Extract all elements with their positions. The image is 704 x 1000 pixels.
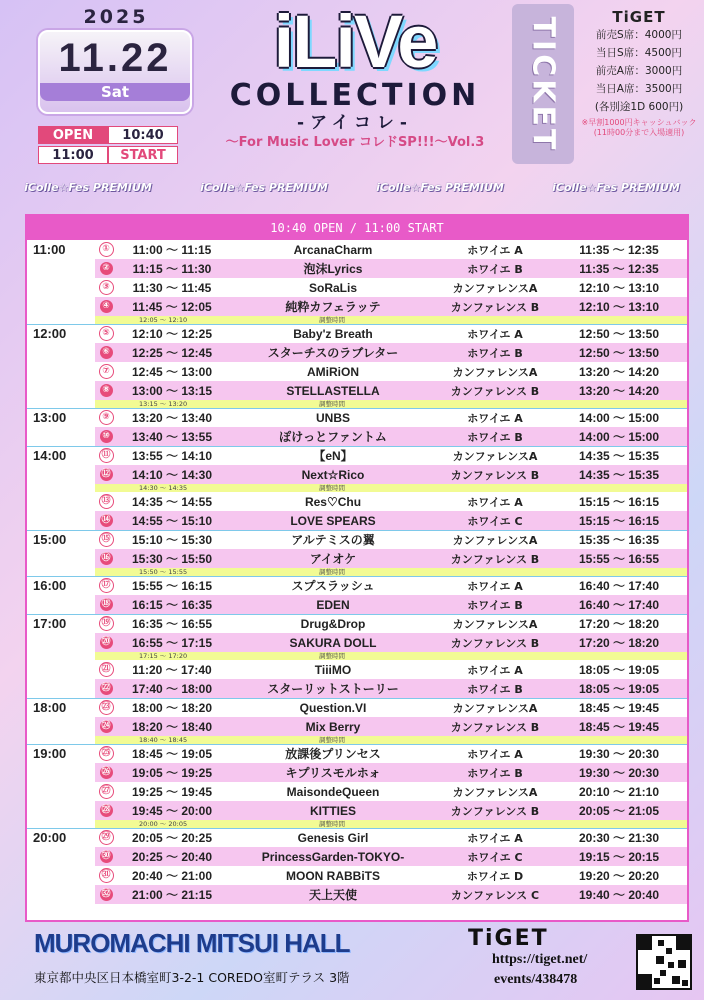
benefit-stage: ホワイエ D: [466, 869, 524, 883]
break-time: 14:30 ～ 14:35: [139, 484, 188, 492]
table-row: [95, 801, 687, 820]
benefit-time: 20:30 ～ 21:30: [578, 831, 660, 845]
row-number: ⑤: [95, 326, 117, 341]
break-row: [95, 652, 687, 660]
row-number: ㉒: [101, 683, 111, 693]
performance-time: 18:00 ～ 18:20: [131, 701, 213, 715]
artist-name: スプスラッシュ: [291, 579, 375, 593]
hour-label: 18:00: [33, 700, 67, 715]
benefit-stage: ホワイエ A: [467, 411, 523, 425]
performance-time: 16:35 ～ 16:55: [131, 617, 213, 631]
hour-separator: [27, 530, 687, 531]
artist-name: 純粋カフェラッテ: [285, 300, 381, 314]
row-number: ㉛: [95, 868, 117, 883]
performance-time: 13:00 ～ 13:15: [131, 384, 213, 398]
price-line: 当日S席：4500円: [596, 47, 682, 59]
footer-ticket-vendor: TiGET: [468, 926, 549, 951]
benefit-stage: ホワイエ B: [467, 766, 523, 780]
table-row: [95, 408, 687, 427]
artist-name: キプリスモルホォ: [285, 766, 381, 780]
row-number: ⑪: [95, 448, 117, 463]
benefit-time: 12:50 ～ 13:50: [578, 327, 660, 341]
row-number: ⑧: [95, 384, 117, 397]
row-number: ㉚: [101, 851, 111, 861]
artist-name: KITTIES: [309, 803, 356, 818]
row-number: ⑫: [101, 469, 111, 479]
open-start-times: [38, 126, 178, 166]
performance-time: 20:05 ～ 20:25: [131, 831, 213, 845]
table-row: [95, 744, 687, 763]
price-line: 前売A席：3000円: [595, 65, 683, 77]
performance-time: 20:40 ～ 21:00: [131, 869, 213, 883]
logo-kana-text: -アイコレ-: [297, 113, 413, 133]
benefit-stage: ホワイエ A: [467, 579, 523, 593]
benefit-time: 18:05 ～ 19:05: [578, 682, 660, 696]
benefit-time: 19:30 ～ 20:30: [578, 747, 660, 761]
qr-code-icon[interactable]: [636, 934, 692, 990]
table-row: [95, 847, 687, 866]
benefit-time: 13:20 ～ 14:20: [578, 384, 660, 398]
hour-separator: [27, 614, 687, 615]
performance-time: 15:10 ～ 15:30: [131, 533, 213, 547]
table-row: [95, 614, 687, 633]
artist-name: EDEN: [316, 597, 350, 612]
artist-name: Res♡Chu: [304, 494, 362, 509]
row-number: ㉗: [95, 784, 117, 799]
benefit-time: 17:20 ～ 18:20: [578, 617, 660, 631]
ticket-tab: [512, 4, 574, 164]
table-row: [95, 828, 687, 847]
date-block: [38, 6, 194, 118]
performance-time: 16:15 ～ 16:35: [131, 598, 213, 612]
benefit-stage: カンファレンスA: [452, 281, 538, 295]
benefit-stage: ホワイエ A: [467, 243, 523, 257]
ticket-info: [578, 8, 700, 138]
artist-name: Genesis Girl: [297, 830, 369, 845]
benefit-stage: カンファレンスA: [452, 785, 538, 799]
fes-logo: iColle☆Fes PREMIUM: [552, 180, 680, 194]
venue-address: 東京都中央区日本橋室町3-2-1 COREDO室町テラス 3階: [34, 970, 350, 985]
break-label: 調整時間: [319, 316, 345, 324]
artist-name: MOON RABBiTS: [286, 868, 380, 883]
artist-name: Question.VI: [299, 700, 367, 715]
benefit-time: 16:40 ～ 17:40: [578, 579, 660, 593]
row-number: ③: [95, 280, 117, 295]
break-time: 18:40 ～ 18:45: [139, 736, 188, 744]
artist-name: Baby'z Breath: [293, 326, 373, 341]
row-number: ⑱: [101, 599, 111, 609]
break-label: 調整時間: [319, 484, 345, 492]
benefit-time: 11:35 ～ 12:35: [579, 243, 659, 257]
artist-name: SoRaLis: [308, 280, 357, 295]
table-row: [95, 782, 687, 801]
benefit-time: 18:45 ～ 19:45: [578, 701, 660, 715]
row-number: ㉙: [95, 830, 117, 845]
artist-name: 泡沫Lyrics: [303, 262, 363, 276]
benefit-stage: カンファレンスA: [452, 449, 538, 463]
benefit-time: 20:05 ～ 21:05: [578, 804, 660, 818]
break-time: 17:15 ～ 17:20: [139, 652, 188, 660]
performance-time: 15:55 ～ 16:15: [131, 579, 213, 593]
benefit-time: 15:15 ～ 16:15: [578, 495, 660, 509]
row-number: ㉜: [101, 889, 111, 899]
hour-separator: [27, 828, 687, 829]
benefit-stage: ホワイエ A: [467, 327, 523, 341]
benefit-stage: ホワイエ A: [467, 663, 523, 677]
break-label: 調整時間: [319, 736, 345, 744]
venue-name: MUROMACHI MITSUI HALL: [34, 928, 350, 958]
hour-separator: [27, 408, 687, 409]
artist-name: SAKURA DOLL: [289, 635, 377, 650]
table-row: [95, 259, 687, 278]
table-row: [95, 362, 687, 381]
break-time: 20:00 ～ 20:05: [139, 820, 188, 828]
benefit-time: 19:30 ～ 20:30: [578, 766, 660, 780]
performance-time: 16:55 ～ 17:15: [131, 636, 213, 650]
benefit-stage: カンファレンス B: [450, 720, 540, 734]
benefit-stage: カンファレンス B: [450, 300, 540, 314]
start-time: 11:00: [38, 146, 108, 164]
table-row: [95, 427, 687, 446]
fes-logo: iColle☆Fes PREMIUM: [200, 180, 328, 194]
table-row: [95, 549, 687, 568]
hour-label: 13:00: [33, 410, 67, 425]
performance-time: 13:20 ～ 13:40: [131, 411, 213, 425]
performance-time: 19:45 ～ 20:00: [131, 804, 213, 818]
artist-name: LOVE SPEARS: [290, 513, 376, 528]
table-row: [95, 679, 687, 698]
artist-name: スターチスのラブレター: [267, 346, 399, 360]
row-number: ①: [95, 242, 117, 257]
ticket-tab-label: TICKET: [525, 16, 561, 152]
hour-label: 14:00: [33, 448, 67, 463]
table-row: [95, 698, 687, 717]
row-number: ⑥: [95, 346, 117, 359]
hour-separator: [27, 576, 687, 577]
start-label: START: [108, 146, 178, 164]
benefit-stage: ホワイエ B: [467, 430, 523, 444]
benefit-stage: カンファレンス B: [450, 552, 540, 566]
artist-name: 放課後プリンセス: [285, 747, 381, 761]
performance-time: 15:30 ～ 15:50: [131, 552, 213, 566]
performance-time: 11:45 ～ 12:05: [132, 300, 212, 314]
performance-time: 17:40 ～ 18:00: [131, 682, 213, 696]
date-box: [38, 30, 192, 114]
artist-name: AMiRiON: [307, 364, 359, 379]
break-label: 調整時間: [319, 652, 345, 660]
price-line: 当日A席：3500円: [595, 83, 683, 95]
hour-label: 19:00: [33, 746, 67, 761]
row-number: ⑬: [95, 494, 117, 509]
event-weekday: Sat: [40, 83, 190, 101]
break-row: [95, 568, 687, 576]
benefit-stage: カンファレンス B: [450, 636, 540, 650]
benefit-stage: ホワイエ C: [467, 850, 523, 864]
row-number: ⑯: [101, 553, 111, 563]
performance-time: 11:30 ～ 11:45: [132, 281, 212, 295]
table-row: [95, 633, 687, 652]
benefit-time: 13:20 ～ 14:20: [578, 365, 660, 379]
performance-time: 19:05 ～ 19:25: [131, 766, 213, 780]
benefit-time: 15:55 ～ 16:55: [578, 552, 660, 566]
benefit-time: 18:45 ～ 19:45: [578, 720, 660, 734]
ticket-vendor: TiGET: [612, 8, 666, 26]
benefit-stage: ホワイエ A: [467, 831, 523, 845]
timetable-header: 10:40 OPEN / 11:00 START: [27, 216, 687, 240]
artist-name: MaisondeQueen: [286, 784, 380, 799]
hour-separator: [27, 698, 687, 699]
hour-separator: [27, 744, 687, 745]
performance-time: 14:10 ～ 14:30: [131, 468, 213, 482]
performance-time: 21:00 ～ 21:15: [131, 888, 213, 902]
benefit-time: 15:35 ～ 16:35: [578, 533, 660, 547]
benefit-time: 15:15 ～ 16:15: [578, 514, 660, 528]
performance-time: 11:00 ～ 11:15: [132, 243, 212, 257]
break-time: 15:50 ～ 15:55: [139, 568, 188, 576]
benefit-time: 20:10 ～ 21:10: [578, 785, 660, 799]
event-tagline: ～For Music Lover コレドSP!!!～Vol.3: [225, 135, 485, 150]
benefit-stage: カンファレンスA: [452, 617, 538, 631]
table-row: [95, 660, 687, 679]
benefit-stage: ホワイエ C: [467, 514, 523, 528]
hour-label: 17:00: [33, 616, 67, 631]
break-time: 12:05 ～ 12:10: [139, 316, 188, 324]
artist-name: ぽけっとファントム: [279, 430, 387, 444]
benefit-stage: カンファレンスA: [452, 701, 538, 715]
fes-logo: iColle☆Fes PREMIUM: [376, 180, 504, 194]
performance-time: 20:25 ～ 20:40: [131, 850, 213, 864]
performance-time: 18:45 ～ 19:05: [131, 747, 213, 761]
ticket-url-line-1[interactable]: https://tiget.net/: [492, 952, 588, 967]
cashback-line-2: (11時00分まで入場適用): [593, 128, 685, 137]
cashback-note: [578, 118, 700, 138]
table-row: [95, 511, 687, 530]
row-number: ④: [95, 300, 117, 313]
row-number: ⑨: [95, 410, 117, 425]
benefit-time: 14:35 ～ 15:35: [578, 468, 660, 482]
artist-name: Mix Berry: [305, 719, 361, 734]
break-row: [95, 484, 687, 492]
performance-time: 14:55 ～ 15:10: [131, 514, 213, 528]
benefit-time: 19:15 ～ 20:15: [578, 850, 660, 864]
benefit-stage: ホワイエ B: [467, 262, 523, 276]
hour-separator: [27, 324, 687, 325]
logo-main-text: iLiVe: [273, 0, 437, 83]
benefit-stage: ホワイエ B: [467, 682, 523, 696]
break-row: [95, 316, 687, 324]
benefit-stage: カンファレンスA: [452, 533, 538, 547]
row-number: ㉖: [101, 767, 111, 777]
table-row: [95, 297, 687, 316]
row-number: ⑳: [101, 637, 111, 647]
break-row: [95, 820, 687, 828]
logo-sub-text: COLLECTION: [229, 78, 481, 113]
break-time: 13:15 ～ 13:20: [139, 400, 188, 408]
table-row: [95, 343, 687, 362]
performance-time: 12:25 ～ 12:45: [131, 346, 213, 360]
performance-time: 13:40 ～ 13:55: [131, 430, 213, 444]
benefit-stage: ホワイエ B: [467, 598, 523, 612]
row-number: ㉘: [101, 805, 111, 815]
benefit-time: 12:10 ～ 13:10: [578, 300, 660, 314]
table-row: [95, 595, 687, 614]
benefit-time: 14:00 ～ 15:00: [578, 430, 660, 444]
benefit-stage: ホワイエ A: [467, 747, 523, 761]
table-row: [95, 492, 687, 511]
timetable: [25, 214, 689, 922]
break-row: [95, 400, 687, 408]
performance-time: 11:20 ～ 17:40: [132, 663, 212, 677]
break-row: [95, 736, 687, 744]
table-row: [95, 324, 687, 343]
break-label: 調整時間: [319, 820, 345, 828]
artist-name: 天上天使: [308, 888, 357, 902]
artist-name: Next☆Rico: [301, 467, 365, 482]
artist-name: Drug&Drop: [300, 616, 366, 631]
table-row: [95, 530, 687, 549]
performance-time: 14:35 ～ 14:55: [131, 495, 213, 509]
row-number: ㉔: [101, 721, 111, 731]
hour-label: 12:00: [33, 326, 67, 341]
fes-logo: iColle☆Fes PREMIUM: [24, 180, 152, 194]
table-row: [95, 465, 687, 484]
row-number: ⑦: [95, 364, 117, 379]
benefit-stage: カンファレンスA: [452, 365, 538, 379]
performance-time: 12:10 ～ 12:25: [131, 327, 213, 341]
row-number: ㉕: [95, 746, 117, 761]
row-number: ㉓: [95, 700, 117, 715]
artist-name: 【eN】: [313, 449, 353, 463]
hour-label: 11:00: [33, 242, 66, 257]
fes-logo-band: [0, 178, 704, 196]
artist-name: スターリットストーリー: [267, 682, 399, 696]
table-row: [95, 381, 687, 400]
event-logo: [205, 0, 505, 172]
open-time: 10:40: [108, 126, 178, 144]
performance-time: 12:45 ～ 13:00: [131, 365, 213, 379]
artist-name: UNBS: [315, 410, 350, 425]
table-row: [95, 866, 687, 885]
artist-name: PrincessGarden-TOKYO-: [261, 849, 405, 864]
benefit-time: 16:40 ～ 17:40: [578, 598, 660, 612]
benefit-stage: カンファレンス C: [450, 888, 540, 902]
open-label: OPEN: [38, 126, 108, 144]
hour-label: 20:00: [33, 830, 67, 845]
benefit-time: 11:35 ～ 12:35: [579, 262, 659, 276]
row-number: ⑲: [95, 616, 117, 631]
performance-time: 18:20 ～ 18:40: [131, 720, 213, 734]
table-row: [95, 576, 687, 595]
row-number: ②: [95, 262, 117, 275]
cashback-line-1: ※早割1000円キャッシュバック: [581, 118, 697, 127]
benefit-time: 12:50 ～ 13:50: [578, 346, 660, 360]
benefit-time: 17:20 ～ 18:20: [578, 636, 660, 650]
table-row: [95, 717, 687, 736]
performance-time: 11:15 ～ 11:30: [132, 262, 212, 276]
benefit-time: 18:05 ～ 19:05: [578, 663, 660, 677]
artist-name: STELLASTELLA: [286, 383, 380, 398]
benefit-stage: カンファレンス B: [450, 384, 540, 398]
ticket-url-line-2[interactable]: events/438478: [494, 972, 578, 987]
price-note: (各別途1D 600円): [594, 101, 684, 113]
benefit-stage: ホワイエ A: [467, 495, 523, 509]
performance-time: 13:55 ～ 14:10: [131, 449, 213, 463]
table-row: [95, 278, 687, 297]
hour-separator: [27, 446, 687, 447]
artist-name: アルテミスの翼: [291, 533, 375, 547]
price-line: 前売S席：4000円: [596, 29, 682, 41]
artist-name: ArcanaCharm: [293, 242, 373, 257]
benefit-time: 14:00 ～ 15:00: [578, 411, 660, 425]
break-label: 調整時間: [319, 400, 345, 408]
benefit-stage: カンファレンス B: [450, 804, 540, 818]
row-number: ⑭: [101, 515, 111, 525]
benefit-stage: カンファレンス B: [450, 468, 540, 482]
row-number: ㉑: [95, 662, 117, 677]
performance-time: 19:25 ～ 19:45: [131, 785, 213, 799]
row-number: ⑰: [95, 578, 117, 593]
benefit-time: 19:40 ～ 20:40: [578, 888, 660, 902]
benefit-time: 14:35 ～ 15:35: [578, 449, 660, 463]
event-date: 11.22: [58, 36, 172, 80]
row-number: ⑩: [95, 430, 117, 443]
artist-name: TiiiMO: [314, 662, 352, 677]
hour-label: 15:00: [33, 532, 67, 547]
artist-name: アイオケ: [309, 552, 357, 566]
table-row: [95, 240, 687, 259]
row-number: ⑮: [95, 532, 117, 547]
benefit-stage: ホワイエ B: [467, 346, 523, 360]
event-year: 2025: [83, 6, 149, 28]
hour-label: 16:00: [33, 578, 67, 593]
table-row: [95, 763, 687, 782]
table-row: [95, 885, 687, 904]
benefit-time: 12:10 ～ 13:10: [578, 281, 660, 295]
table-row: [95, 446, 687, 465]
benefit-time: 19:20 ～ 20:20: [578, 869, 660, 883]
break-label: 調整時間: [319, 568, 345, 576]
